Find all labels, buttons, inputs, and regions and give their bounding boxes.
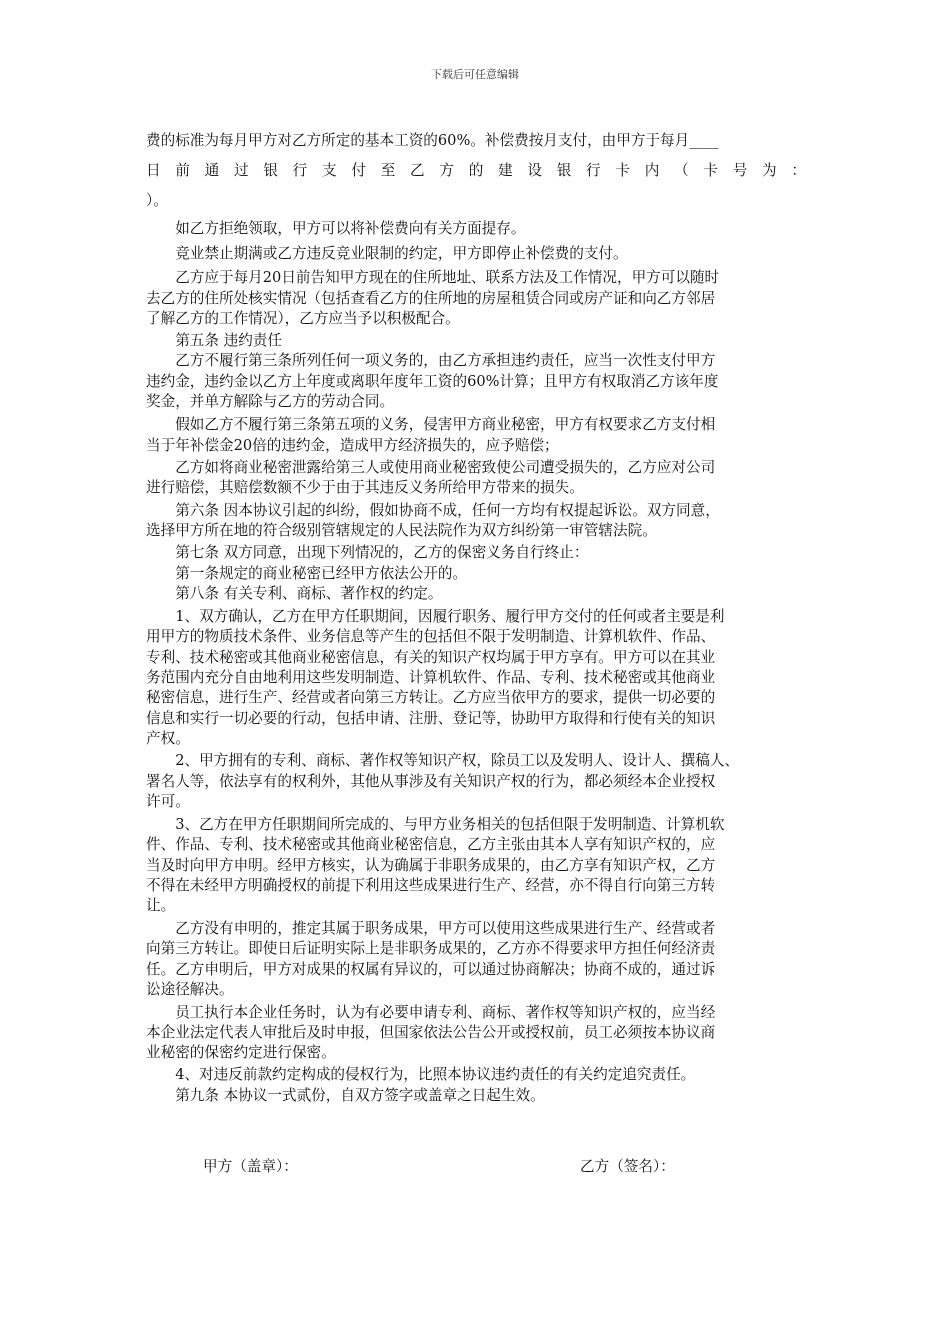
section-heading: 第九条 本协议一式贰份，自双方签字或盖章之日起生效。 <box>146 1087 545 1104</box>
body-line: 了解乙方的工作情况），乙方应当予以积极配合。 <box>146 310 460 327</box>
body-line: 任。乙方申明后，甲方对成果的权属有异议的，可以通过协商解决；协商不成的，通过诉 <box>146 961 716 978</box>
body-line: 务范围内充分自由地利用这些发明制造、计算机软件、作品、专利、技术秘密或其他商业 <box>146 669 716 686</box>
body-line: 乙方不履行第三条所列任何一项义务的，由乙方承担违约责任，应当一次性支付甲方 <box>146 352 716 369</box>
body-line: 第一条规定的商业秘密已经甲方依法公开的。 <box>146 565 468 582</box>
body-line: 3、乙方在甲方任职期间所完成的、与甲方业务相关的包括但限于发明制造、计算机软 <box>146 816 725 833</box>
body-line: 2、甲方拥有的专利、商标、著作权等知识产权，除员工以及发明人、设计人、撰稿人、 <box>146 752 740 769</box>
section-heading: 第五条 违约责任 <box>146 332 282 349</box>
body-line: 奖金，并单方解除与乙方的劳动合同。 <box>146 393 395 410</box>
body-line: 乙方没有申明的，推定其属于职务成果，甲方可以使用这些成果进行生产、经营或者 <box>146 920 716 937</box>
body-line: 业秘密的保密约定进行保密。 <box>146 1044 336 1061</box>
body-line: 署名人等，依法享有的权利外，其他从事涉及有关知识产权的行为，都必须经本企业授权 <box>146 773 716 790</box>
body-line: 不得在未经甲方明确授权的前提下利用这些成果进行生产、经营，亦不得自行向第三方转 <box>146 877 716 894</box>
body-line: 第六条 因本协议引起的纠纷，假如协商不成，任何一方均有权提起诉讼。双方同意， <box>146 502 720 519</box>
party-b-signature-label: 乙方（签名）： <box>580 1158 675 1175</box>
party-a-signature-label: 甲方（盖章）： <box>203 1158 298 1175</box>
body-line: 如乙方拒绝领取，甲方可以将补偿费向有关方面提存。 <box>146 220 526 237</box>
body-line: 选择甲方所在地的符合级别管辖规定的人民法院作为双方纠纷第一审管辖法院。 <box>146 522 657 539</box>
body-line: 向第三方转让。即使日后证明实际上是非职务成果的，乙方亦不得要求甲方担任何经济责 <box>146 940 716 957</box>
body-line: 秘密信息，进行生产、经营或者向第三方转让。乙方应当依甲方的要求，提供一切必要的 <box>146 689 716 706</box>
body-line: 用甲方的物质技术条件、业务信息等产生的包括但不限于发明制造、计算机软件、作品、 <box>146 628 716 645</box>
body-line: 日前通过银行支付至乙方的建设银行卡内（卡号为： <box>146 162 808 179</box>
body-line: ）。 <box>146 192 168 209</box>
body-line: 违约金，违约金以乙方上年度或离职年度年工资的60%计算；且甲方有权取消乙方该年度 <box>146 373 719 390</box>
body-line: 4、对违反前款约定构成的侵权行为，比照本协议违约责任的有关约定追究责任。 <box>146 1066 696 1083</box>
body-line: 许可。 <box>146 793 190 810</box>
body-line: 当及时向甲方申明。经甲方核实，认为确属于非职务成果的，由乙方享有知识产权，乙方 <box>146 857 716 874</box>
body-line: 费的标准为每月甲方对乙方所定的基本工资的60%。补偿费按月支付，由甲方于每月____ <box>146 132 719 149</box>
body-line: 员工执行本企业任务时，认为有必要申请专利、商标、著作权等知识产权的，应当经 <box>146 1004 716 1021</box>
body-line: 竞业禁止期满或乙方违反竞业限制的约定，甲方即停止补偿费的支付。 <box>146 245 628 262</box>
body-line: 讼途径解决。 <box>146 981 234 998</box>
body-line: 信息和实行一切必要的行动，包括申请、注册、登记等，协助甲方取得和行使有关的知识 <box>146 710 716 727</box>
body-line: 第七条 双方同意，出现下列情况的，乙方的保密义务自行终止： <box>146 544 589 561</box>
body-line: 去乙方的住所处核实情况（包括查看乙方的住所地的房屋租赁合同或房产证和向乙方邻居 <box>146 290 716 307</box>
body-line: 专利、技术秘密或其他商业秘密信息，有关的知识产权均属于甲方享有。甲方可以在其业 <box>146 649 716 666</box>
body-line: 1、双方确认，乙方在甲方任职期间，因履行职务、履行甲方交付的任何或者主要是利 <box>146 608 725 625</box>
body-line: 进行赔偿，其赔偿数额不少于由于其违反义务所给甲方带来的损失。 <box>146 479 584 496</box>
body-line: 件、作品、专利、技术秘密或其他商业秘密信息，乙方主张由其本人享有知识产权的，应 <box>146 836 716 853</box>
body-line: 假如乙方不履行第三条第五项的义务，侵害甲方商业秘密，甲方有权要求乙方支付相 <box>146 416 716 433</box>
section-heading: 第八条 有关专利、商标、著作权的约定。 <box>146 585 443 602</box>
body-line: 产权。 <box>146 730 190 747</box>
body-line: 乙方如将商业秘密泄露给第三人或使用商业秘密致使公司遭受损失的，乙方应对公司 <box>146 459 716 476</box>
body-line: 让。 <box>146 897 176 914</box>
page-header-note: 下载后可任意编辑 <box>431 68 519 81</box>
body-line: 乙方应于每月20日前告知甲方现在的住所地址、联系方法及工作情况，甲方可以随时 <box>146 269 720 286</box>
body-line: 当于年补偿金20倍的违约金，造成甲方经济损失的，应予赔偿； <box>146 437 559 454</box>
body-line: 本企业法定代表人审批后及时申报，但国家依法公告公开或授权前，员工必须按本协议商 <box>146 1024 716 1041</box>
